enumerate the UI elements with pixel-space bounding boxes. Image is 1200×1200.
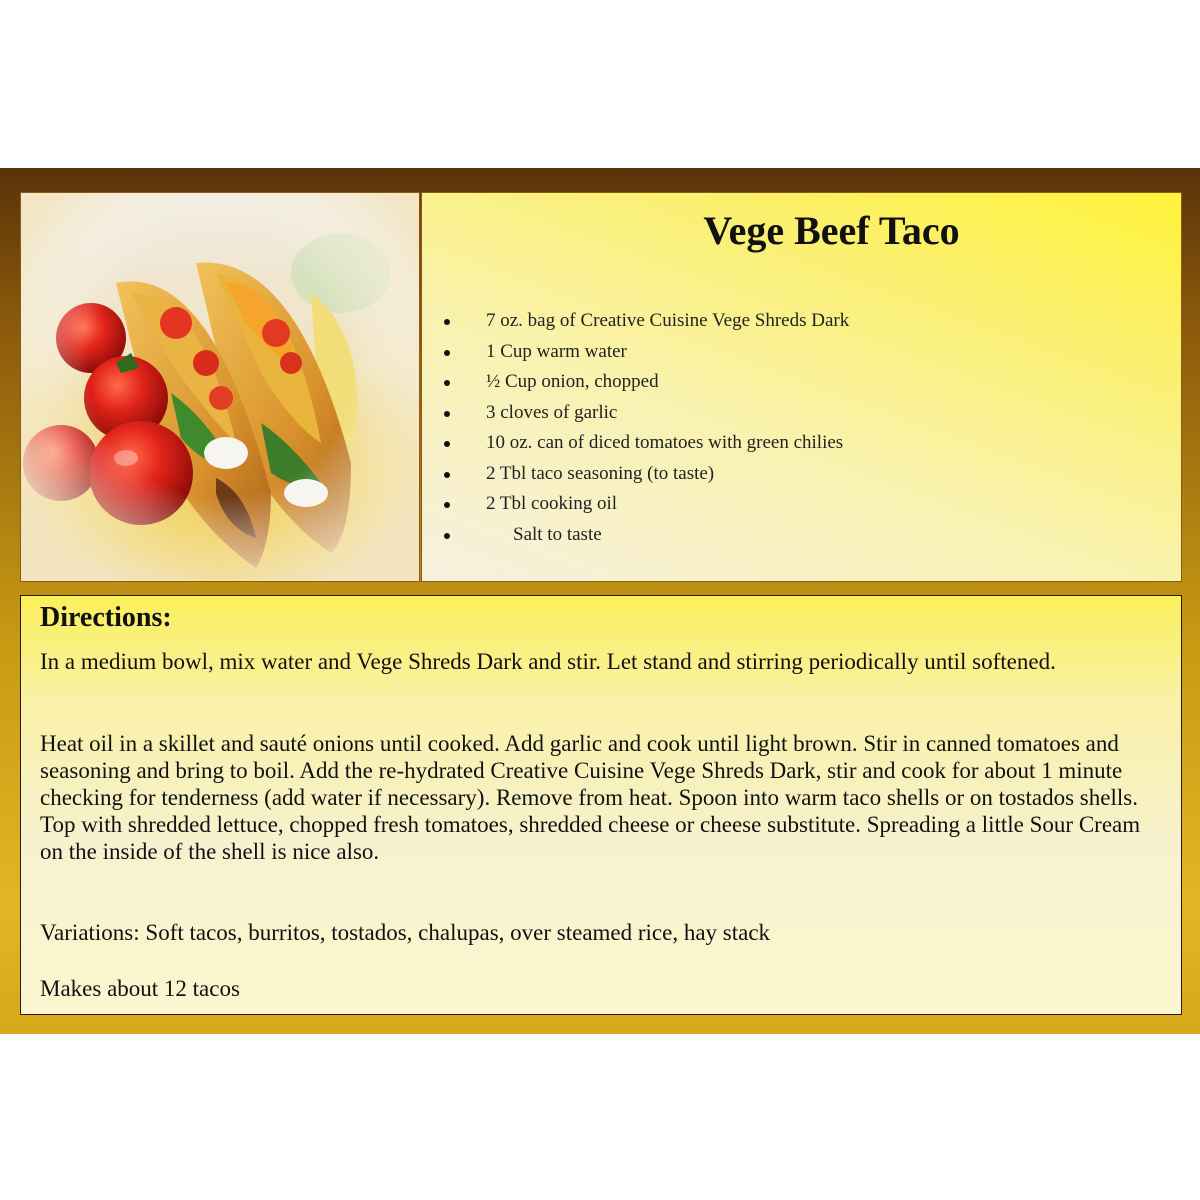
bullet-icon — [444, 411, 450, 417]
direction-paragraph: Heat oil in a skillet and sauté onions until cooked. Add garlic and cook until light brown. Stir in canned tomatoes and seasoning and bring to boil. Add the re-hydrated Creative Cuisine Vege Shreds Dark, stir and cook for about 1 minute checking for tenderness (add water if necessary). Remove from heat. Spoon into warm taco shells or on tostados shells. Top with shredded lettuce, chopped fresh tomatoes, shredded cheese or cheese substitute. Spreading a little Sour Cream on the inside of the shell is nice also. — [40, 731, 1141, 864]
taco-photo — [20, 192, 420, 582]
ingredient-item: Salt to taste — [434, 520, 849, 551]
taco-illustration — [21, 193, 420, 582]
bullet-icon — [444, 319, 450, 325]
ingredient-item: 1 Cup warm water — [434, 337, 849, 368]
bullet-icon — [444, 380, 450, 386]
ingredient-item: 2 Tbl cooking oil — [434, 489, 849, 520]
ingredients-panel — [421, 192, 1182, 582]
recipe-title: Vege Beef Taco — [703, 208, 960, 253]
ingredient-list — [434, 306, 849, 550]
bullet-icon — [444, 350, 450, 356]
recipe-card — [0, 168, 1200, 1034]
variations-text: Variations: Soft tacos, burritos, tostados, chalupas, over steamed rice, hay stack — [40, 920, 771, 945]
ingredient-item: 10 oz. can of diced tomatoes with green chilies — [434, 428, 849, 459]
yield-text: Makes about 12 tacos — [40, 976, 240, 1001]
bullet-icon — [444, 472, 450, 478]
bullet-icon — [444, 533, 450, 539]
ingredient-item: 3 cloves of garlic — [434, 398, 849, 429]
direction-paragraph: In a medium bowl, mix water and Vege Shreds Dark and stir. Let stand and stirring periodically until softened. — [40, 649, 1056, 674]
ingredient-item: 7 oz. bag of Creative Cuisine Vege Shreds Dark — [434, 306, 849, 337]
ingredient-item: 2 Tbl taco seasoning (to taste) — [434, 459, 849, 490]
bullet-icon — [444, 502, 450, 508]
bullet-icon — [444, 441, 450, 447]
directions-heading: Directions: — [40, 602, 172, 633]
directions-panel — [20, 595, 1182, 1015]
ingredient-item: ½ Cup onion, chopped — [434, 367, 849, 398]
